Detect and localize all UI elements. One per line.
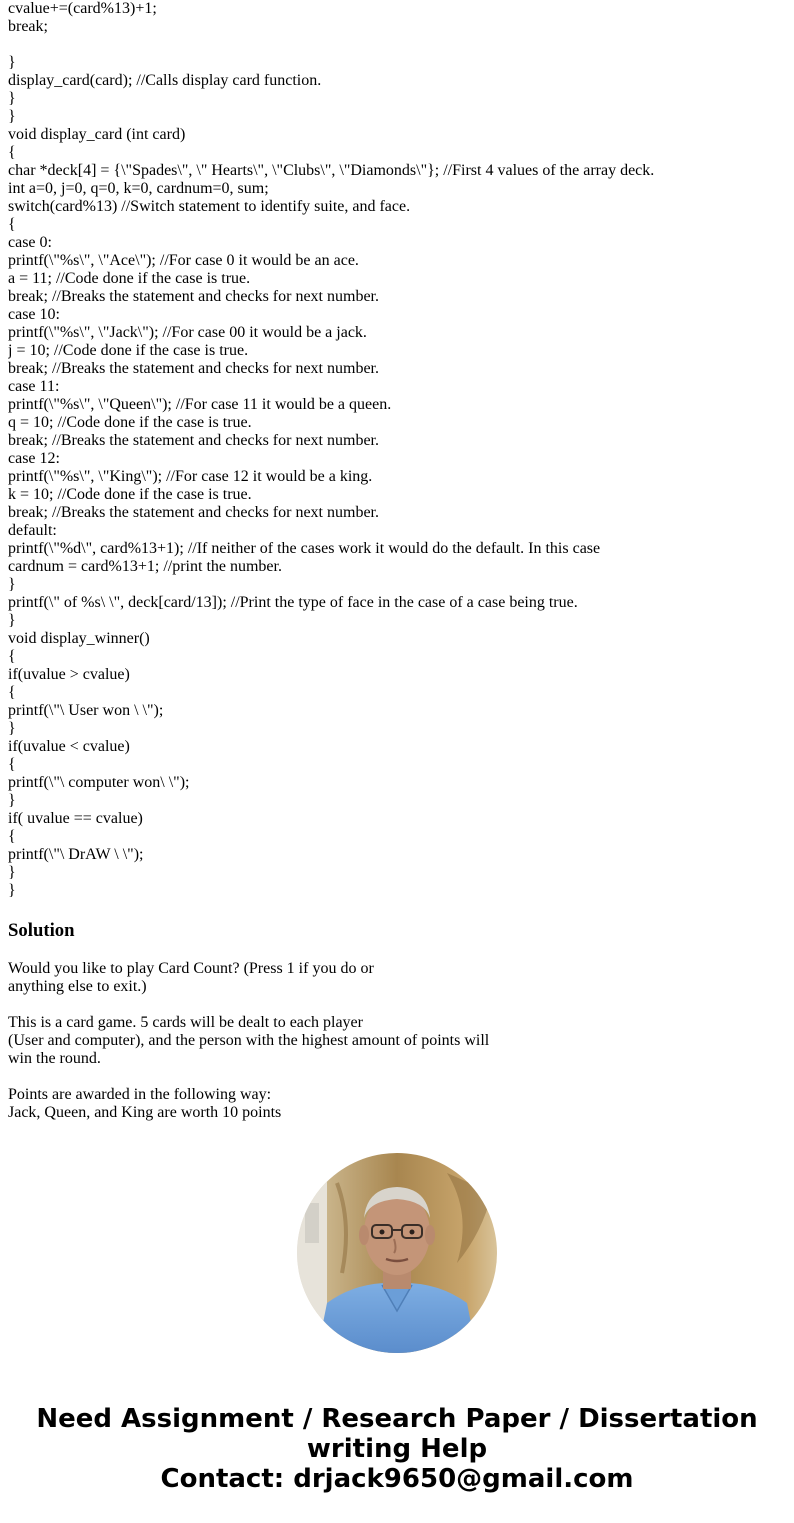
code-line: printf(\" of %s\ \", deck[card/13]); //Print the type of face in the case of a case being true.: [8, 594, 578, 611]
code-line: void display_card (int card): [8, 126, 186, 143]
code-line: break; //Breaks the statement and checks for next number.: [8, 360, 379, 377]
code-line: }: [8, 792, 16, 809]
code-line: {: [8, 216, 16, 233]
code-line: [8, 36, 788, 54]
code-line: if( uvalue == cvalue): [8, 810, 143, 827]
code-line: }: [8, 864, 16, 881]
code-line: a = 11; //Code done if the case is true.: [8, 270, 251, 287]
code-line: if(uvalue > cvalue): [8, 666, 130, 683]
code-line: printf(\"%d\", card%13+1); //If neither of the cases work it would do the default. In this case: [8, 540, 601, 557]
solution-line: Jack, Queen, and King are worth 10 points: [8, 1104, 282, 1121]
code-line: break; //Breaks the statement and checks for next number.: [8, 504, 379, 521]
code-line: char *deck[4] = {\"Spades\", \" Hearts\", \"Clubs\", \"Diamonds\"}; //First 4 values of the array deck.: [8, 162, 655, 179]
code-line: j = 10; //Code done if the case is true.: [8, 342, 249, 359]
code-line: case 12:: [8, 450, 60, 467]
code-line: {: [8, 648, 16, 665]
document-body: [8, 0, 788, 1122]
code-line: {: [8, 756, 16, 773]
promo-line-2: writing Help: [306, 1434, 488, 1464]
code-line: q = 10; //Code done if the case is true.: [8, 414, 252, 431]
code-line: break; //Breaks the statement and checks for next number.: [8, 432, 379, 449]
code-line: cardnum = card%13+1; //print the number.: [8, 558, 282, 575]
code-line: case 11:: [8, 378, 60, 395]
solution-line: (User and computer), and the person with the highest amount of points will: [8, 1032, 490, 1049]
solution-line: [8, 1068, 788, 1086]
promo-line-1: Need Assignment / Research Paper / Dissertation: [36, 1404, 758, 1434]
code-line: case 10:: [8, 306, 60, 323]
code-listing: [8, 0, 788, 900]
code-line: }: [8, 576, 16, 593]
code-line: printf(\"%s\", \"Ace\"); //For case 0 it would be an ace.: [8, 252, 359, 269]
solution-line: Points are awarded in the following way:: [8, 1086, 272, 1103]
code-line: printf(\"%s\", \"King\"); //For case 12 it would be a king.: [8, 468, 373, 485]
code-line: switch(card%13) //Switch statement to identify suite, and face.: [8, 198, 411, 215]
code-line: {: [8, 828, 16, 845]
code-line: }: [8, 612, 16, 629]
solution-line: This is a card game. 5 cards will be dealt to each player: [8, 1014, 363, 1031]
promo-text: [0, 1404, 794, 1494]
code-line: }: [8, 882, 16, 899]
code-line: {: [8, 684, 16, 701]
code-line: }: [8, 720, 16, 737]
code-line: if(uvalue < cvalue): [8, 738, 130, 755]
code-line: void display_winner(): [8, 630, 150, 647]
code-line: cvalue+=(card%13)+1;: [8, 0, 157, 17]
code-line: {: [8, 144, 16, 161]
solution-text: [8, 960, 788, 1122]
code-line: }: [8, 90, 16, 107]
code-line: int a=0, j=0, q=0, k=0, cardnum=0, sum;: [8, 180, 269, 197]
solution-line: Would you like to play Card Count? (Press 1 if you do or: [8, 960, 374, 977]
code-line: k = 10; //Code done if the case is true.: [8, 486, 252, 503]
code-line: break; //Breaks the statement and checks for next number.: [8, 288, 379, 305]
solution-line: [8, 996, 788, 1014]
portrait-image: [297, 1153, 497, 1353]
solution-line: win the round.: [8, 1050, 101, 1067]
code-line: case 0:: [8, 234, 52, 251]
solution-heading: Solution: [8, 920, 75, 941]
code-line: printf(\"%s\", \"Jack\"); //For case 00 it would be a jack.: [8, 324, 367, 341]
author-avatar: [297, 1153, 497, 1353]
code-line: printf(\"\ DrAW \ \");: [8, 846, 144, 863]
code-line: printf(\"\ User won \ \");: [8, 702, 164, 719]
code-line: }: [8, 54, 16, 71]
solution-line: anything else to exit.): [8, 978, 147, 995]
promo-line-3: Contact: drjack9650@gmail.com: [160, 1464, 634, 1494]
promo-banner: [0, 1122, 794, 1523]
code-line: printf(\"%s\", \"Queen\"); //For case 11 it would be a queen.: [8, 396, 392, 413]
code-line: display_card(card); //Calls display card function.: [8, 72, 322, 89]
code-line: }: [8, 108, 16, 125]
code-line: default:: [8, 522, 57, 539]
code-line: break;: [8, 18, 48, 35]
code-line: printf(\"\ computer won\ \");: [8, 774, 190, 791]
